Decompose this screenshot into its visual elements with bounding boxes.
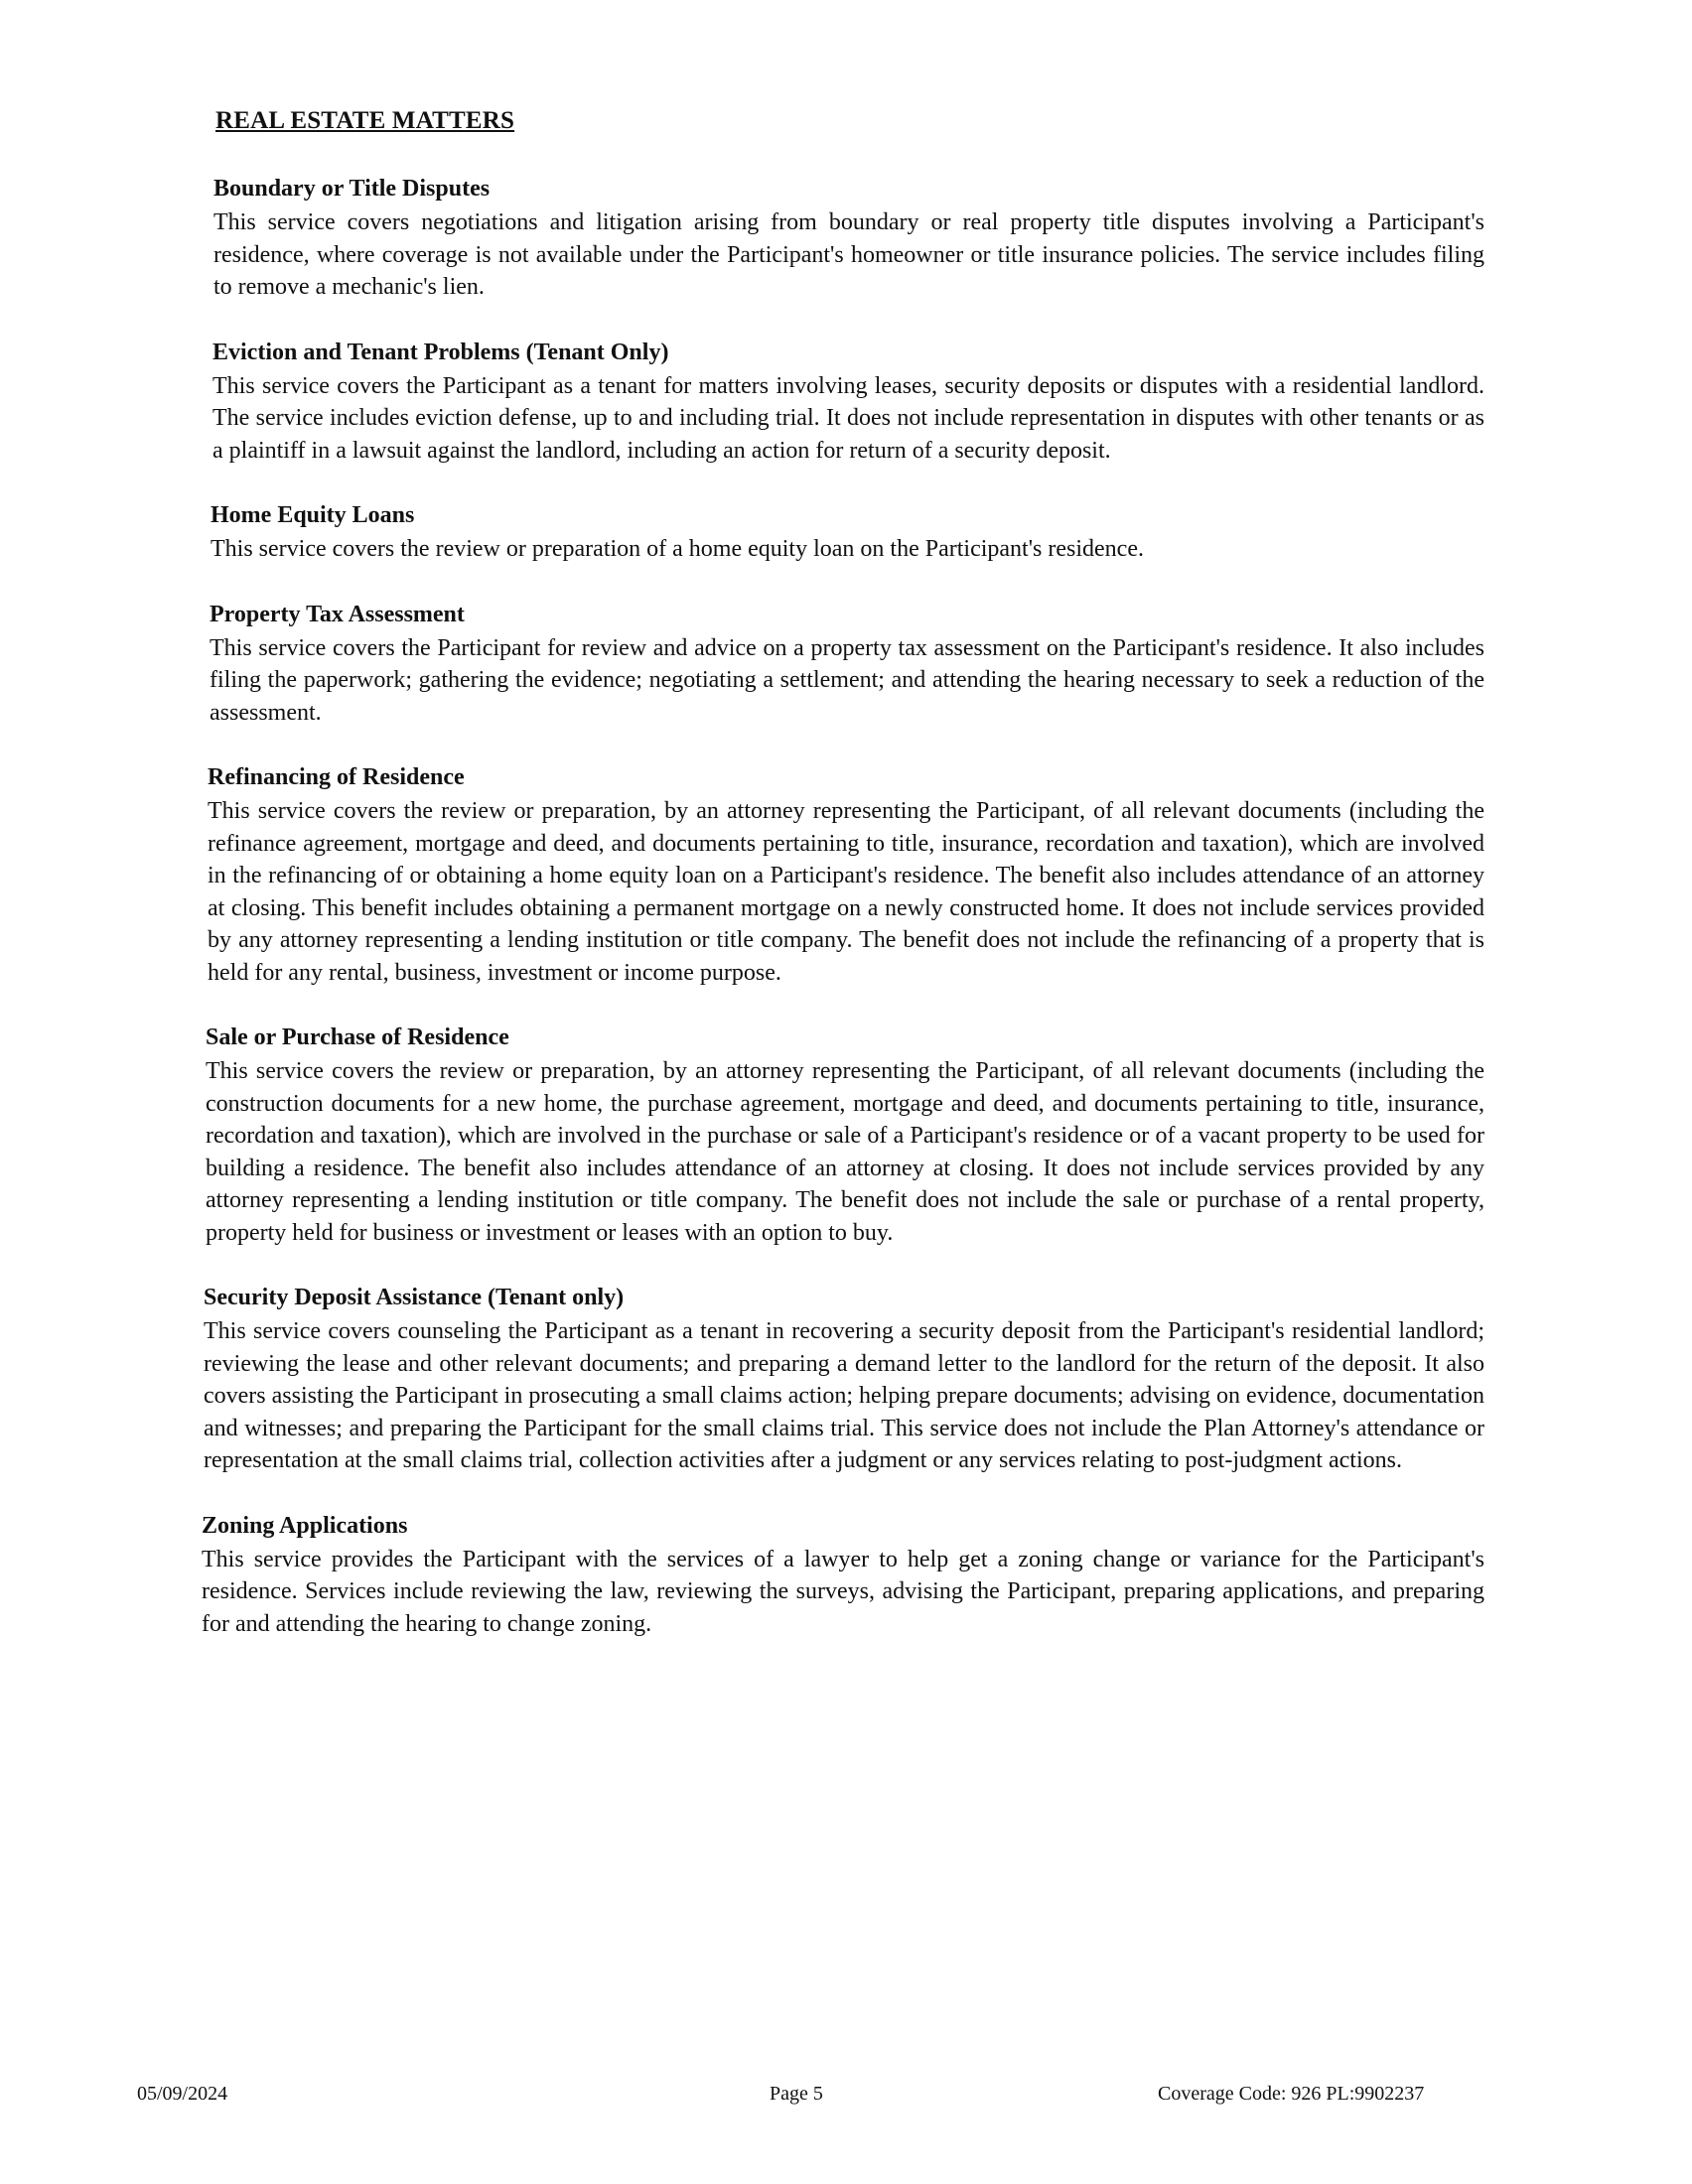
section-body: This service covers counseling the Participant as a tenant in recovering a security deposit from the Participant's residential landlord; reviewing the lease and other relevant documents; and preparing a demand letter to the landlord for the return of the deposit. It also covers assisting the Participant in prosecuting a small claims action; helping prepare documents; advising on evidence, documentation and witnesses; and preparing the Participant for the small claims trial. This service does not include the Plan Attorney's attendance or representation at the small claims trial, collection activities after a judgment or any services relating to post-judgment actions. (204, 1318, 1484, 1473)
section-body: This service covers the Participant for review and advice on a property tax assessment on the Participant's residence. It also includes filing the paperwork; gathering the evidence; negotiating a settlement; and attending the hearing necessary to seek a reduction of the assessment. (210, 634, 1484, 726)
section-sale-or-purchase-of-residence (206, 1022, 1484, 1249)
section-boundary-title-disputes (213, 173, 1484, 304)
section-home-equity-loans (211, 499, 1484, 566)
section-body: This service covers the review or preparation, by an attorney representing the Participant, of all relevant documents (including the refinance agreement, mortgage and deed, and documents pertaining to title, insurance, recordation and taxation), which are involved in the refinancing of or obtaining a home equity loan on a Participant's residence. The benefit also includes attendance of an attorney at closing. This benefit includes obtaining a permanent mortgage on a newly constructed home. It does not include services provided by any attorney representing a lending institution or title company. The benefit does not include the refinancing of a property that is held for any rental, business, investment or income purpose. (208, 798, 1484, 986)
section-heading: Security Deposit Assistance (Tenant only) (204, 1285, 625, 1310)
footer-coverage-code: Coverage Code: 926 PL:9902237 (1158, 2083, 1425, 2105)
section-heading: Zoning Applications (202, 1512, 408, 1539)
section-refinancing-of-residence (208, 761, 1484, 989)
section-eviction-tenant-problems (212, 337, 1484, 468)
section-heading: Eviction and Tenant Problems (Tenant Only) (212, 339, 669, 365)
section-body: This service covers the Participant as a tenant for matters involving leases, security deposits or disputes with a residential landlord. The service includes eviction defense, up to and including trial. It does not include representation in disputes with other tenants or as a plaintiff in a lawsuit against the landlord, including an action for return of a security deposit. (212, 372, 1484, 464)
section-body: This service covers negotiations and litigation arising from boundary or real property title disputes involving a Participant's residence, where coverage is not available under the Participant's homeowner or title insurance policies. The service includes filing to remove a mechanic's lien. (213, 209, 1484, 300)
section-security-deposit-assistance (204, 1282, 1484, 1477)
section-property-tax-assessment (210, 599, 1484, 730)
section-zoning-applications (202, 1510, 1484, 1641)
section-body: This service provides the Participant with the services of a lawyer to help get a zoning change or variance for the Participant's residence. Services include reviewing the law, reviewing the surveys, advising the Participant, preparing applications, and preparing for and attending the hearing to change zoning. (202, 1546, 1484, 1637)
section-heading: Home Equity Loans (211, 502, 415, 528)
section-heading: Sale or Purchase of Residence (206, 1024, 509, 1050)
section-body: This service covers the review or preparation of a home equity loan on the Participant's residence. (211, 536, 1144, 562)
section-heading: Boundary or Title Disputes (213, 176, 491, 202)
section-heading: Property Tax Assessment (210, 601, 465, 627)
footer-date: 05/09/2024 (137, 2083, 228, 2105)
footer-page-number: Page 5 (770, 2083, 823, 2105)
document-title: REAL ESTATE MATTERS (215, 107, 515, 134)
section-body: This service covers the review or preparation, by an attorney representing the Participant, of all relevant documents (including the construction documents for a new home, the purchase agreement, mortgage and deed, and documents pertaining to title, insurance, recordation and taxation), which are involved in the purchase or sale of a Participant's residence or of a vacant property to be used for building a residence. The benefit also includes attendance of an attorney at closing. It does not include services provided by any attorney representing a lending institution or title company. The benefit does not include the sale or purchase of a rental property, property held for business or investment or leases with an option to buy. (206, 1058, 1484, 1246)
section-heading: Refinancing of Residence (208, 764, 465, 790)
document-content (204, 107, 1484, 1673)
